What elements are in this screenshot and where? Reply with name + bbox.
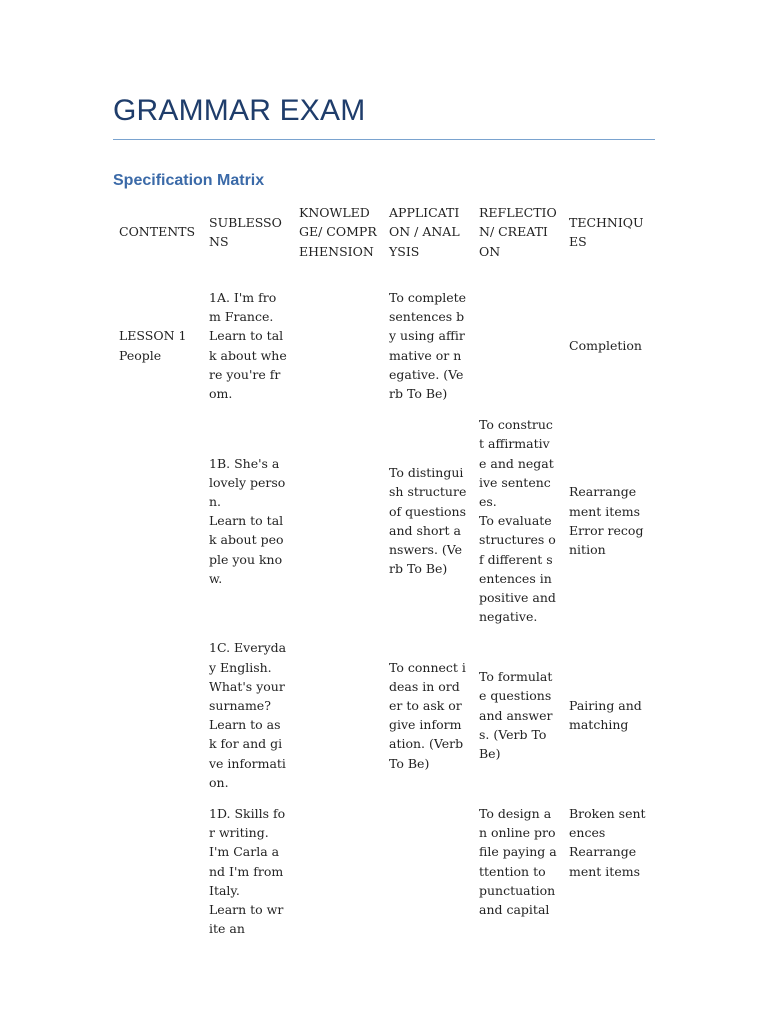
cell-sublesson: 1B. She's a lovely person. Learn to talk about people you know. bbox=[209, 455, 286, 586]
document-title: GRAMMAR EXAM bbox=[113, 94, 366, 127]
cell-techniques: Completion bbox=[569, 338, 642, 353]
cell-knowledge bbox=[293, 804, 383, 950]
cell-techniques: Pairing and matching bbox=[569, 698, 642, 733]
section-heading: Specification Matrix bbox=[113, 172, 265, 189]
cell-knowledge bbox=[293, 638, 383, 804]
cell-reflection: To formulate questions and answers. (Verb To Be) bbox=[479, 669, 553, 762]
cell-sublesson: 1C. Everyday English. What's your surname? Learn to ask for and give information. bbox=[209, 640, 287, 790]
title-underline bbox=[113, 139, 655, 140]
cell-knowledge bbox=[293, 415, 383, 638]
cell-contents bbox=[113, 804, 203, 950]
header-techniques: TECHNIQUES bbox=[569, 214, 644, 249]
cell-sublesson: 1D. Skills for writing. I'm Carla and I'm from Italy. Learn to write an bbox=[209, 806, 286, 937]
cell-reflection bbox=[473, 288, 563, 415]
cell-application: To complete sentences by using affirmative or negative. (Verb To Be) bbox=[389, 290, 467, 402]
header-knowledge-comprehension: KNOWLEDGE/ COMPREHENSION bbox=[299, 205, 377, 259]
cell-reflection: To design an online profile paying attention to punctuation and capital bbox=[479, 806, 557, 918]
cell-techniques: Rearrangement items Error recognition bbox=[569, 484, 644, 558]
cell-contents: LESSON 1 People bbox=[119, 328, 187, 363]
table-row bbox=[113, 804, 653, 950]
cell-contents bbox=[113, 638, 203, 804]
table-row bbox=[113, 638, 653, 804]
specification-matrix-table bbox=[113, 194, 653, 951]
cell-sublesson: 1A. I'm from France. Learn to talk about where you're from. bbox=[209, 290, 287, 402]
header-application-analysis: APPLICATION / ANALYSIS bbox=[389, 205, 460, 259]
table-row bbox=[113, 288, 653, 415]
table-row bbox=[113, 415, 653, 638]
cell-reflection: To construct affirmative and negative sentences. To evaluate structures of different sentences in positive and negative. bbox=[479, 417, 556, 625]
table-header-row bbox=[113, 194, 653, 288]
header-sublessons: SUBLESSONS bbox=[209, 214, 282, 249]
header-reflection-creation: REFLECTION/ CREATION bbox=[479, 205, 557, 259]
cell-techniques: Broken sentences Rearrangement items bbox=[569, 806, 646, 879]
cell-contents bbox=[113, 415, 203, 638]
cell-application bbox=[383, 804, 473, 950]
cell-knowledge bbox=[293, 288, 383, 415]
cell-application: To distinguish structure of questions and short answers. (Verb To Be) bbox=[389, 465, 467, 577]
cell-application: To connect ideas in order to ask or give information. (Verb To Be) bbox=[389, 659, 466, 771]
header-contents: CONTENTS bbox=[119, 224, 196, 240]
